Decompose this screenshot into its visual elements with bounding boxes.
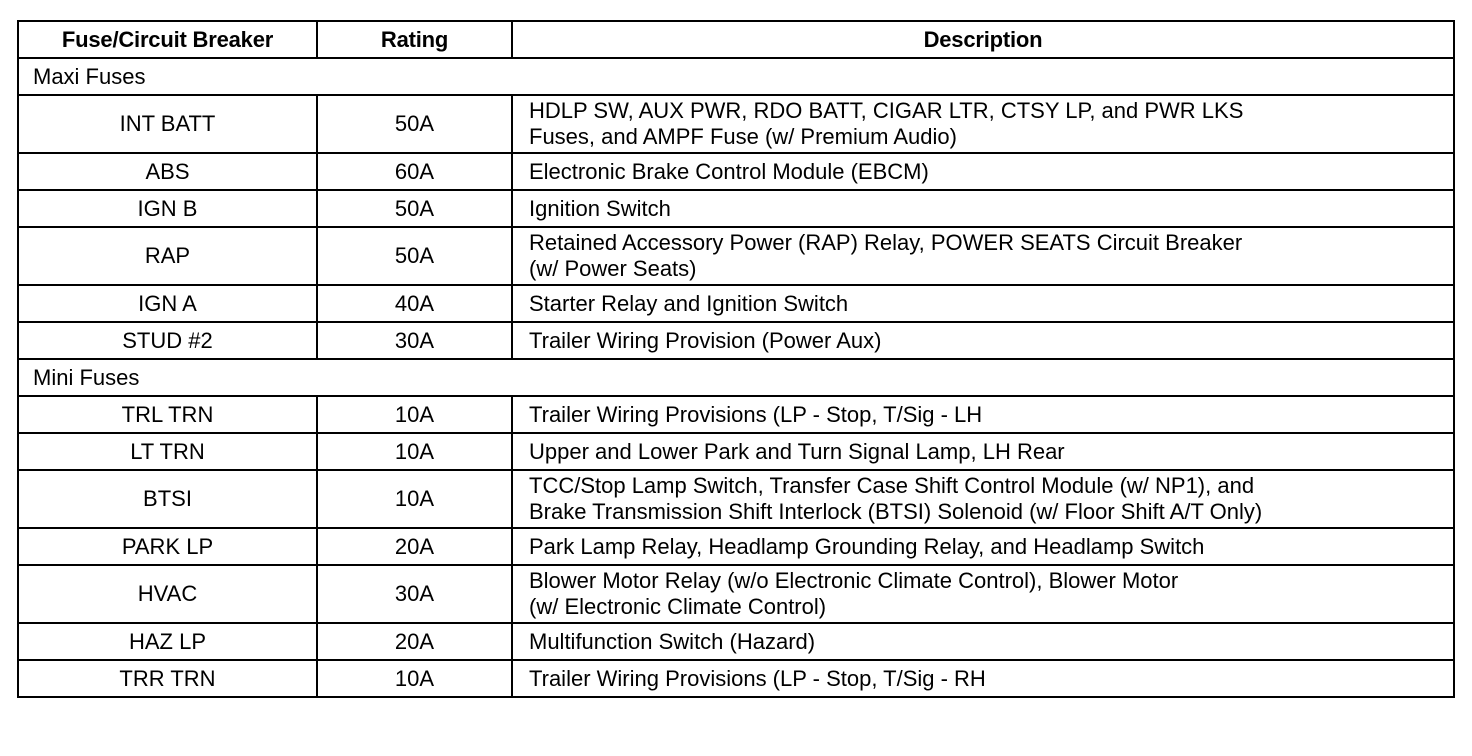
description-line: Park Lamp Relay, Headlamp Grounding Relay, and Headlamp Switch [529,533,1205,559]
section-title: Mini Fuses [18,359,1454,396]
table-row [18,565,1454,623]
fuse-rating: 10A [317,660,512,697]
description-line: Trailer Wiring Provisions (LP - Stop, T/Sig - LH [529,401,983,427]
fuse-description [512,528,1454,565]
fuse-rating: 20A [317,528,512,565]
fuse-name: LT TRN [18,433,317,470]
fuse-rating: 50A [317,227,512,285]
table-row [18,322,1454,359]
description-line: Starter Relay and Ignition Switch [529,290,849,316]
header-fuse: Fuse/Circuit Breaker [18,21,317,58]
table-row [18,470,1454,528]
description-line: (w/ Electronic Climate Control) [529,594,827,619]
header-row [18,21,1454,58]
fuse-rating: 30A [317,322,512,359]
table-body [18,58,1454,697]
fuse-name: TRL TRN [18,396,317,433]
fuse-description [512,285,1454,322]
fuse-rating: 30A [317,565,512,623]
section-row [18,359,1454,396]
header-rating: Rating [317,21,512,58]
table-row [18,285,1454,322]
fuse-rating: 10A [317,470,512,528]
section-row [18,58,1454,95]
fuse-name: ABS [18,153,317,190]
fuse-rating: 20A [317,623,512,660]
table-row [18,153,1454,190]
header-description: Description [512,21,1454,58]
description-line: Ignition Switch [529,195,671,221]
description-line: Blower Motor Relay (w/o Electronic Climate Control), Blower Motor [529,568,1179,593]
fuse-description [512,623,1454,660]
fuse-description [512,433,1454,470]
description-line: Electronic Brake Control Module (EBCM) [529,158,929,184]
fuse-description [512,153,1454,190]
fuse-description [512,396,1454,433]
fuse-rating: 60A [317,153,512,190]
fuse-description [512,95,1454,153]
fuse-description [512,227,1454,285]
description-line: Fuses, and AMPF Fuse (w/ Premium Audio) [529,124,957,149]
fuse-name: IGN A [18,285,317,322]
description-line: Brake Transmission Shift Interlock (BTSI) Solenoid (w/ Floor Shift A/T Only) [529,499,1263,524]
description-line: Trailer Wiring Provision (Power Aux) [529,327,882,353]
fuse-rating: 40A [317,285,512,322]
section-title: Maxi Fuses [18,58,1454,95]
fuse-name: STUD #2 [18,322,317,359]
fuse-table [17,20,1455,698]
fuse-description [512,190,1454,227]
fuse-description [512,660,1454,697]
description-line: Retained Accessory Power (RAP) Relay, POWER SEATS Circuit Breaker [529,230,1243,255]
fuse-name: RAP [18,227,317,285]
table-row [18,190,1454,227]
fuse-name: HVAC [18,565,317,623]
table-row [18,227,1454,285]
fuse-rating: 10A [317,396,512,433]
table-row [18,95,1454,153]
description-line: TCC/Stop Lamp Switch, Transfer Case Shift Control Module (w/ NP1), and [529,473,1255,498]
description-line: Upper and Lower Park and Turn Signal Lamp, LH Rear [529,438,1065,464]
fuse-rating: 10A [317,433,512,470]
description-line: Multifunction Switch (Hazard) [529,628,816,654]
fuse-description [512,322,1454,359]
fuse-description [512,565,1454,623]
table-row [18,433,1454,470]
fuse-name: INT BATT [18,95,317,153]
table-row [18,623,1454,660]
fuse-name: HAZ LP [18,623,317,660]
table-row [18,660,1454,697]
fuse-table-container [17,20,1453,698]
fuse-name: TRR TRN [18,660,317,697]
table-row [18,396,1454,433]
description-line: (w/ Power Seats) [529,256,697,281]
fuse-name: BTSI [18,470,317,528]
fuse-rating: 50A [317,190,512,227]
description-line: Trailer Wiring Provisions (LP - Stop, T/Sig - RH [529,665,986,691]
fuse-name: IGN B [18,190,317,227]
description-line: HDLP SW, AUX PWR, RDO BATT, CIGAR LTR, CTSY LP, and PWR LKS [529,98,1244,123]
fuse-name: PARK LP [18,528,317,565]
fuse-rating: 50A [317,95,512,153]
table-row [18,528,1454,565]
fuse-description [512,470,1454,528]
